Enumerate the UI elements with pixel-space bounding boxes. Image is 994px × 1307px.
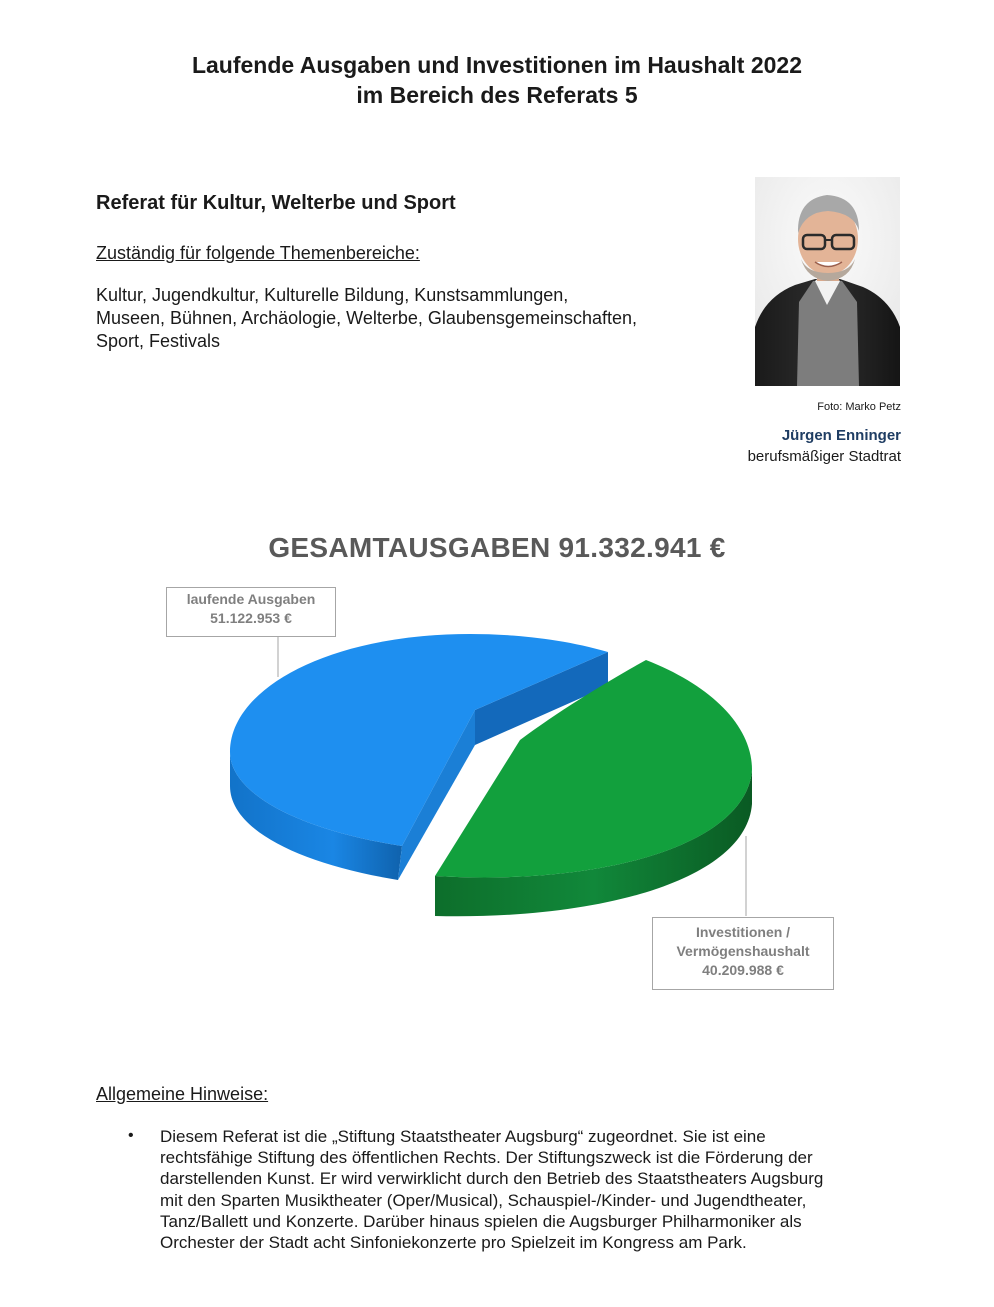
photo-credit: Foto: Marko Petz — [817, 401, 901, 413]
hints-paragraph — [160, 1126, 900, 1253]
page-title — [0, 50, 994, 110]
hints-line-2: rechtsfähige Stiftung des öffentlichen Rechts. Der Stiftungszweck ist die Förderung der — [160, 1148, 813, 1168]
hints-line-5: Tanz/Ballett und Konzerte. Darüber hinaus spielen die Augsburger Philharmoniker als — [160, 1211, 802, 1231]
topics-line-1: Kultur, Jugendkultur, Kulturelle Bildung, Kunstsammlungen, — [96, 285, 569, 305]
bullet-marker: • — [128, 1127, 134, 1144]
hints-line-1: Diesem Referat ist die „Stiftung Staatstheater Augsburg“ zugeordnet. Sie ist eine — [160, 1127, 766, 1146]
hints-line-4: mit den Sparten Musiktheater (Oper/Musical), Schauspiel-/Kinder- und Jugendtheater, — [160, 1190, 807, 1210]
callout-running-value: 51.122.953 € — [210, 610, 292, 626]
callout-investments — [652, 917, 834, 990]
topics-line-2: Museen, Bühnen, Archäologie, Welterbe, Glaubensgemeinschaften, — [96, 308, 638, 328]
callout-running-expenses — [166, 587, 336, 637]
callout-invest-value: 40.209.988 € — [702, 962, 784, 978]
callout-invest-label-2: Vermögenshaushalt — [676, 943, 810, 959]
portrait-photo — [755, 177, 900, 386]
pie-chart — [0, 580, 994, 1020]
callout-invest-label-1: Investitionen / — [695, 924, 791, 940]
title-line-1: Laufende Ausgaben und Investitionen im Haushalt 2022 — [191, 52, 803, 78]
topics-list — [96, 284, 736, 353]
hints-line-6: Orchester der Stadt acht Sinfoniekonzerte pro Spielzeit im Kongress am Park. — [160, 1233, 747, 1253]
hints-heading: Allgemeine Hinweise: — [96, 1084, 269, 1104]
title-line-2: im Bereich des Referats 5 — [356, 82, 638, 108]
responsibilities-heading: Zuständig für folgende Themenbereiche: — [96, 243, 420, 263]
callout-running-label: laufende Ausgaben — [186, 591, 316, 607]
person-role: berufsmäßiger Stadtrat — [747, 448, 901, 465]
chart-title: GESAMTAUSGABEN 91.332.941 € — [268, 532, 726, 563]
hints-line-3: darstellenden Kunst. Er wird verwirklicht durch den Betrieb des Staatstheaters Augsburg — [160, 1169, 824, 1189]
person-name: Jürgen Enninger — [781, 427, 901, 444]
referat-name: Referat für Kultur, Welterbe und Sport — [96, 192, 456, 214]
topics-line-3: Sport, Festivals — [96, 331, 221, 351]
